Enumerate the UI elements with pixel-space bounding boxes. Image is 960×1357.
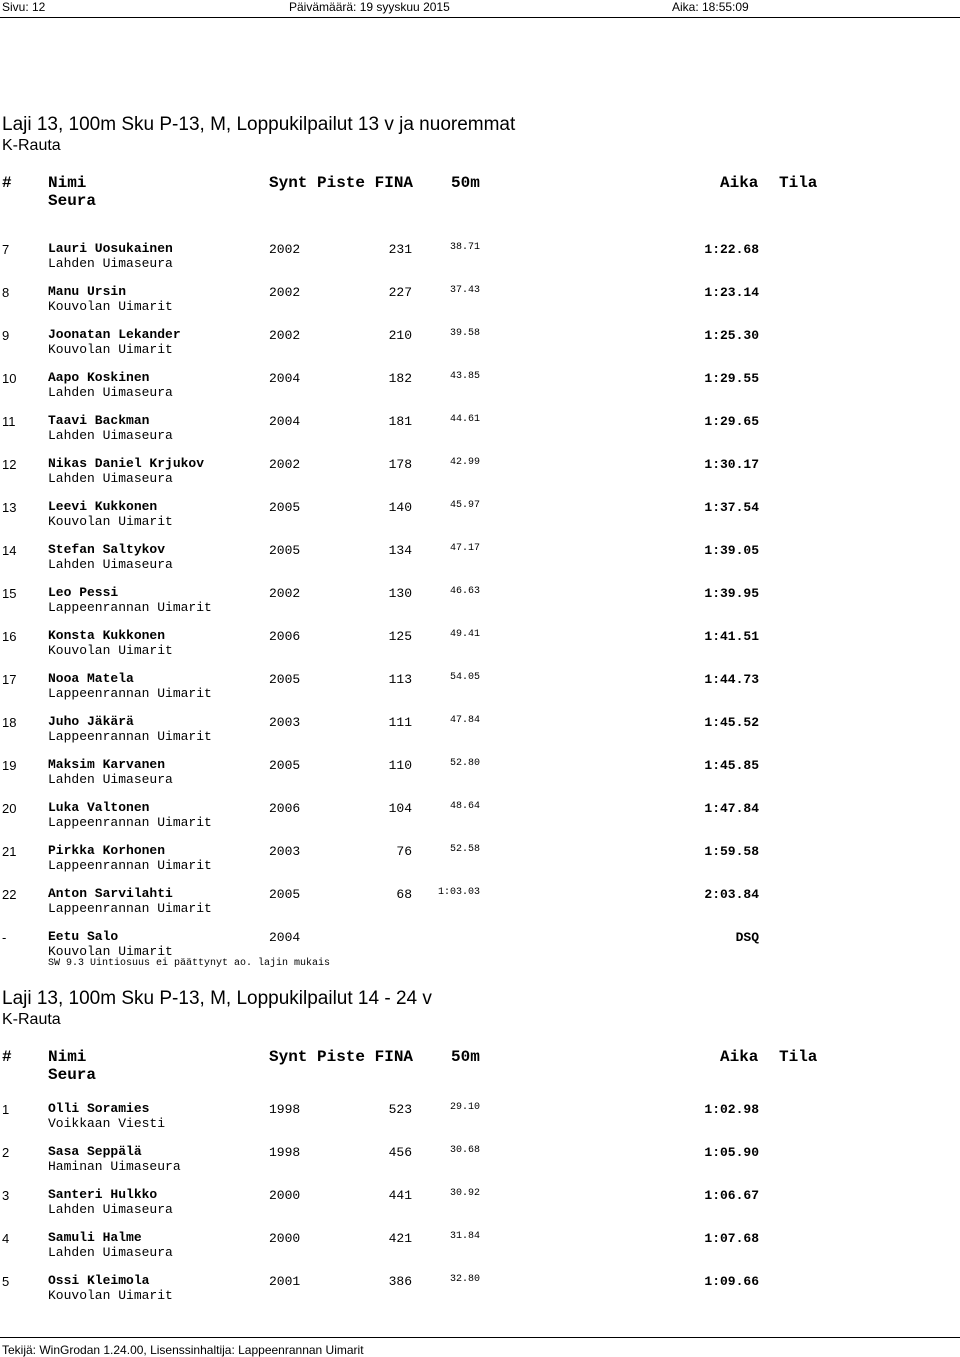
col-rank-header: # xyxy=(2,174,12,192)
final-time: 1:59.58 xyxy=(704,844,759,859)
swimmer-name: Lauri Uosukainen xyxy=(48,241,173,256)
result-row xyxy=(0,929,960,969)
swimmer-club: Lahden Uimaseura xyxy=(48,471,173,486)
final-time: 1:07.68 xyxy=(704,1231,759,1246)
result-row xyxy=(0,800,960,840)
fina-points: 134 xyxy=(388,543,412,558)
swimmer-club: Kouvolan Uimarit xyxy=(48,299,173,314)
swimmer-name: Olli Soramies xyxy=(48,1101,150,1116)
swimmer-name: Taavi Backman xyxy=(48,413,150,428)
split-50m: 45.97 xyxy=(449,500,480,511)
swimmer-club: Lappeenrannan Uimarit xyxy=(48,686,212,701)
birth-year: 2005 xyxy=(269,500,301,515)
fina-points: 181 xyxy=(388,414,412,429)
swimmer-name: Manu Ursin xyxy=(48,284,127,299)
result-rank: 16 xyxy=(2,629,17,644)
fina-points: 178 xyxy=(388,457,412,472)
col-points-header: Piste FINA xyxy=(317,174,414,192)
report-time: Aika: 18:55:09 xyxy=(672,0,749,14)
swimmer-club: Lahden Uimaseura xyxy=(48,1245,173,1260)
swimmer-name: Ossi Kleimola xyxy=(48,1273,150,1288)
swimmer-club: Lappeenrannan Uimarit xyxy=(48,858,212,873)
split-50m: 29.10 xyxy=(449,1102,480,1113)
swimmer-name: Stefan Saltykov xyxy=(48,542,166,557)
result-rank: 3 xyxy=(2,1188,10,1203)
event-sponsor: K-Rauta xyxy=(2,137,61,154)
fina-points: 182 xyxy=(388,371,412,386)
split-50m: 43.85 xyxy=(449,371,480,382)
birth-year: 2001 xyxy=(269,1274,301,1289)
result-row xyxy=(0,1273,960,1313)
fina-points: 130 xyxy=(388,586,412,601)
birth-year: 2005 xyxy=(269,887,301,902)
swimmer-club: Kouvolan Uimarit xyxy=(48,944,173,959)
fina-points: 456 xyxy=(388,1145,412,1160)
result-row xyxy=(0,843,960,883)
result-row xyxy=(0,585,960,625)
result-rank: - xyxy=(2,930,7,945)
split-50m: 31.84 xyxy=(449,1231,480,1242)
fina-points: 523 xyxy=(388,1102,412,1117)
split-50m: 52.80 xyxy=(449,758,480,769)
swimmer-club: Kouvolan Uimarit xyxy=(48,514,173,529)
result-row xyxy=(0,1187,960,1227)
col-split-header: 50m xyxy=(451,1048,480,1066)
event-title: Laji 13, 100m Sku P-13, M, Loppukilpailut 14 - 24 v xyxy=(2,988,432,1009)
page-number: Sivu: 12 xyxy=(2,0,46,14)
final-time: 1:25.30 xyxy=(704,328,759,343)
result-rank: 13 xyxy=(2,500,17,515)
col-points-header: Piste FINA xyxy=(317,1048,414,1066)
swimmer-name: Nikas Daniel Krjukov xyxy=(48,456,205,471)
fina-points: 227 xyxy=(388,285,412,300)
col-rank-header: # xyxy=(2,1048,12,1066)
swimmer-name: Maksim Karvanen xyxy=(48,757,166,772)
split-50m: 46.63 xyxy=(449,586,480,597)
result-rank: 11 xyxy=(2,414,16,429)
final-time: 1:30.17 xyxy=(704,457,759,472)
fina-points: 111 xyxy=(388,715,412,730)
footer-divider xyxy=(0,1337,960,1338)
split-50m: 1:03.03 xyxy=(437,887,480,898)
swimmer-club: Lahden Uimaseura xyxy=(48,256,173,271)
final-time: 1:39.95 xyxy=(704,586,759,601)
col-born-header: Synt xyxy=(269,174,308,192)
birth-year: 1998 xyxy=(269,1145,301,1160)
final-time: 1:02.98 xyxy=(704,1102,759,1117)
birth-year: 2003 xyxy=(269,715,301,730)
swimmer-name: Pirkka Korhonen xyxy=(48,843,166,858)
swimmer-club: Voikkaan Viesti xyxy=(48,1116,166,1131)
swimmer-name: Samuli Halme xyxy=(48,1230,142,1245)
col-club-header: Seura xyxy=(48,1066,97,1084)
final-time: 1:23.14 xyxy=(704,285,759,300)
swimmer-name: Juho Jäkärä xyxy=(48,714,134,729)
result-rank: 9 xyxy=(2,328,10,343)
fina-points: 125 xyxy=(388,629,412,644)
result-row xyxy=(0,456,960,496)
split-50m: 39.58 xyxy=(449,328,480,339)
final-time: 1:05.90 xyxy=(704,1145,759,1160)
col-club-header: Seura xyxy=(48,192,97,210)
swimmer-club: Lahden Uimaseura xyxy=(48,772,173,787)
result-rank: 8 xyxy=(2,285,10,300)
result-rank: 22 xyxy=(2,887,17,902)
swimmer-name: Eetu Salo xyxy=(48,929,119,944)
result-row xyxy=(0,1144,960,1184)
final-time: 1:37.54 xyxy=(704,500,759,515)
header-divider xyxy=(0,17,960,18)
final-time: 2:03.84 xyxy=(704,887,759,902)
split-50m: 49.41 xyxy=(449,629,480,640)
birth-year: 2005 xyxy=(269,672,301,687)
birth-year: 2004 xyxy=(269,930,301,945)
column-header xyxy=(0,1048,960,1088)
fina-points: 140 xyxy=(388,500,412,515)
fina-points: 113 xyxy=(388,672,412,687)
result-rank: 12 xyxy=(2,457,17,472)
birth-year: 2002 xyxy=(269,242,301,257)
disqualification-note: SW 9.3 Uintiosuus ei päättynyt ao. lajin mukais xyxy=(48,958,331,969)
result-row xyxy=(0,542,960,582)
split-50m: 32.80 xyxy=(449,1274,480,1285)
col-split-header: 50m xyxy=(451,174,480,192)
result-row xyxy=(0,284,960,324)
column-header xyxy=(0,174,960,214)
split-50m: 44.61 xyxy=(449,414,480,425)
final-time: 1:39.05 xyxy=(704,543,759,558)
result-row xyxy=(0,241,960,281)
final-time: 1:45.52 xyxy=(704,715,759,730)
result-rank: 7 xyxy=(2,242,10,257)
birth-year: 2006 xyxy=(269,801,301,816)
swimmer-name: Luka Valtonen xyxy=(48,800,150,815)
birth-year: 2005 xyxy=(269,758,301,773)
page-header xyxy=(0,0,960,16)
final-time: 1:06.67 xyxy=(704,1188,759,1203)
split-50m: 47.17 xyxy=(449,543,480,554)
swimmer-club: Lappeenrannan Uimarit xyxy=(48,600,212,615)
swimmer-name: Sasa Seppälä xyxy=(48,1144,142,1159)
fina-points: 76 xyxy=(396,844,412,859)
swimmer-club: Kouvolan Uimarit xyxy=(48,1288,173,1303)
birth-year: 2006 xyxy=(269,629,301,644)
result-rank: 5 xyxy=(2,1274,10,1289)
result-rank: 19 xyxy=(2,758,17,773)
col-name-header: Nimi xyxy=(48,174,87,192)
swimmer-club: Lahden Uimaseura xyxy=(48,385,173,400)
col-status-header: Tila xyxy=(779,1048,818,1066)
event-sponsor: K-Rauta xyxy=(2,1011,61,1028)
swimmer-club: Lahden Uimaseura xyxy=(48,1202,173,1217)
birth-year: 2000 xyxy=(269,1188,301,1203)
split-50m: 30.92 xyxy=(449,1188,480,1199)
final-time: DSQ xyxy=(735,930,759,945)
col-name-header: Nimi xyxy=(48,1048,87,1066)
col-status-header: Tila xyxy=(779,174,818,192)
swimmer-name: Aapo Koskinen xyxy=(48,370,150,385)
swimmer-club: Haminan Uimaseura xyxy=(48,1159,181,1174)
birth-year: 2003 xyxy=(269,844,301,859)
swimmer-club: Kouvolan Uimarit xyxy=(48,342,173,357)
fina-points: 104 xyxy=(388,801,412,816)
result-rank: 21 xyxy=(2,844,17,859)
swimmer-club: Lappeenrannan Uimarit xyxy=(48,729,212,744)
result-row xyxy=(0,1101,960,1141)
birth-year: 2002 xyxy=(269,328,301,343)
swimmer-club: Kouvolan Uimarit xyxy=(48,643,173,658)
swimmer-club: Lappeenrannan Uimarit xyxy=(48,815,212,830)
split-50m: 42.99 xyxy=(449,457,480,468)
result-row xyxy=(0,714,960,754)
result-rank: 20 xyxy=(2,801,17,816)
final-time: 1:29.65 xyxy=(704,414,759,429)
fina-points: 210 xyxy=(388,328,412,343)
split-50m: 54.05 xyxy=(449,672,480,683)
split-50m: 38.71 xyxy=(449,242,480,253)
birth-year: 2004 xyxy=(269,371,301,386)
fina-points: 441 xyxy=(388,1188,412,1203)
col-born-header: Synt xyxy=(269,1048,308,1066)
result-rank: 4 xyxy=(2,1231,10,1246)
swimmer-name: Anton Sarvilahti xyxy=(48,886,173,901)
result-row xyxy=(0,327,960,367)
final-time: 1:09.66 xyxy=(704,1274,759,1289)
birth-year: 2002 xyxy=(269,285,301,300)
swimmer-name: Leo Pessi xyxy=(48,585,119,600)
final-time: 1:45.85 xyxy=(704,758,759,773)
fina-points: 110 xyxy=(388,758,412,773)
fina-points: 421 xyxy=(388,1231,412,1246)
swimmer-name: Nooa Matela xyxy=(48,671,134,686)
result-rank: 18 xyxy=(2,715,17,730)
result-rank: 10 xyxy=(2,371,17,386)
event-title: Laji 13, 100m Sku P-13, M, Loppukilpailut 13 v ja nuoremmat xyxy=(2,114,516,135)
result-row xyxy=(0,499,960,539)
final-time: 1:47.84 xyxy=(704,801,759,816)
birth-year: 2000 xyxy=(269,1231,301,1246)
birth-year: 2005 xyxy=(269,543,301,558)
result-row xyxy=(0,628,960,668)
final-time: 1:44.73 xyxy=(704,672,759,687)
swimmer-name: Leevi Kukkonen xyxy=(48,499,158,514)
split-50m: 30.68 xyxy=(449,1145,480,1156)
split-50m: 52.58 xyxy=(449,844,480,855)
result-rank: 17 xyxy=(2,672,17,687)
swimmer-club: Lahden Uimaseura xyxy=(48,428,173,443)
report-date: Päivämäärä: 19 syyskuu 2015 xyxy=(289,0,450,14)
result-row xyxy=(0,1230,960,1270)
split-50m: 48.64 xyxy=(449,801,480,812)
split-50m: 37.43 xyxy=(449,285,480,296)
birth-year: 2002 xyxy=(269,586,301,601)
birth-year: 2004 xyxy=(269,414,301,429)
swimmer-name: Santeri Hulkko xyxy=(48,1187,158,1202)
result-rank: 2 xyxy=(2,1145,10,1160)
footer-credit: Tekijä: WinGrodan 1.24.00, Lisenssinhaltija: Lappeenrannan Uimarit xyxy=(2,1343,364,1357)
fina-points: 386 xyxy=(388,1274,412,1289)
result-rank: 15 xyxy=(2,586,17,601)
birth-year: 2002 xyxy=(269,457,301,472)
col-time-header: Aika xyxy=(720,174,759,192)
result-row xyxy=(0,886,960,926)
result-rank: 1 xyxy=(2,1102,10,1117)
final-time: 1:22.68 xyxy=(704,242,759,257)
col-time-header: Aika xyxy=(720,1048,759,1066)
final-time: 1:29.55 xyxy=(704,371,759,386)
result-row xyxy=(0,757,960,797)
swimmer-club: Lahden Uimaseura xyxy=(48,557,173,572)
birth-year: 1998 xyxy=(269,1102,301,1117)
swimmer-club: Lappeenrannan Uimarit xyxy=(48,901,212,916)
final-time: 1:41.51 xyxy=(704,629,759,644)
split-50m: 47.84 xyxy=(449,715,480,726)
fina-points: 68 xyxy=(396,887,412,902)
result-row xyxy=(0,370,960,410)
swimmer-name: Joonatan Lekander xyxy=(48,327,181,342)
result-rank: 14 xyxy=(2,543,17,558)
result-row xyxy=(0,671,960,711)
result-row xyxy=(0,413,960,453)
swimmer-name: Konsta Kukkonen xyxy=(48,628,166,643)
fina-points: 231 xyxy=(388,242,412,257)
